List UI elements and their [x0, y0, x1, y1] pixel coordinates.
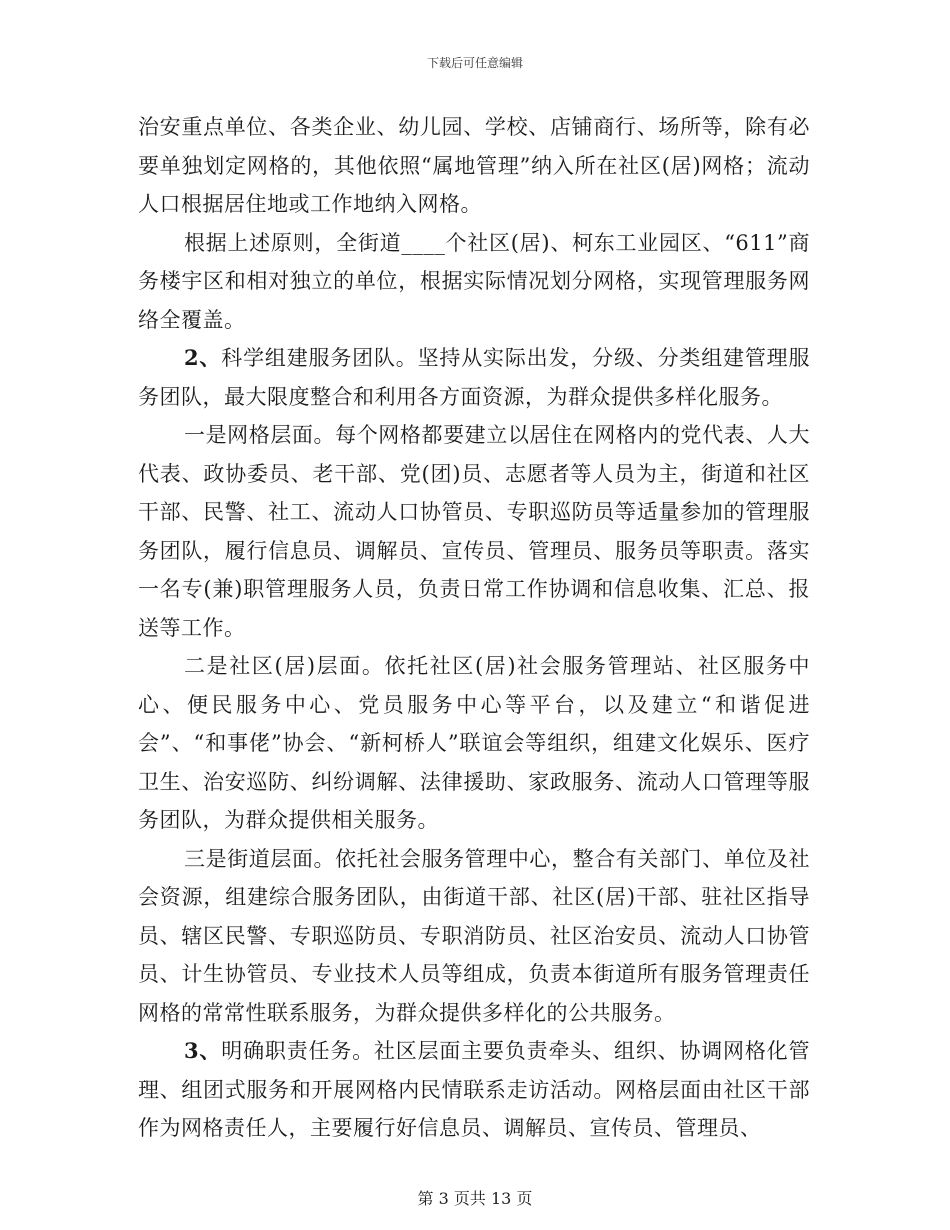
paragraph-4-text: 一是网格层面。每个网格都要建立以居住在网格内的党代表、人大代表、政协委员、老干部、党(团)员、志愿者等人员为主，街道和社区干部、民警、社工、流动人口协管员、专职巡防员等适量参加的管理服务团队，履行信息员、调解员、宣传员、管理员、服务员等职责。落实一名专(兼)职管理服务人员，负责日常工作协调和信息收集、汇总、报送等工作。 — [138, 423, 810, 640]
paragraph-2-text: 根据上述原则，全街道____个社区(居)、柯东工业园区、“611”商务楼宇区和相对独立的单位，根据实际情况划分网格，实现管理服务网络全覆盖。 — [138, 230, 810, 332]
paragraph-5-text: 二是社区(居)层面。依托社区(居)社会服务管理站、社区服务中心、便民服务中心、党员服务中心等平台，以及建立“和谐促进会”、“和事佬”协会、“新柯桥人”联谊会等组织，组建文化娱乐、医疗卫生、治安巡防、纠纷调解、法律援助、家政服务、流动人口管理等服务团队，为群众提供相关服务。 — [138, 654, 810, 832]
paragraph-5 — [138, 647, 810, 840]
paragraph-3 — [138, 339, 810, 416]
paragraph-6 — [138, 840, 810, 1033]
paragraph-3-text: 科学组建服务团队。坚持从实际出发，分级、分类组建管理服务团队，最大限度整合和利用各方面资源，为群众提供多样化服务。 — [138, 346, 810, 409]
page-header: 下载后可任意编辑 — [426, 56, 523, 70]
paragraph-7-number: 3、 — [184, 1038, 222, 1063]
paragraph-7 — [138, 1032, 810, 1148]
paragraph-4 — [138, 416, 810, 647]
paragraph-2 — [138, 224, 810, 340]
page-footer: 第 3 页共 13 页 — [417, 1189, 533, 1208]
paragraph-1-text: 治安重点单位、各类企业、幼儿园、学校、店铺商行、场所等，除有必要单独划定网格的，其他依照“属地管理”纳入所在社区(居)网格；流动人口根据居住地或工作地纳入网格。 — [138, 115, 810, 216]
paragraph-3-number: 2、 — [184, 345, 222, 370]
paragraph-6-text: 三是街道层面。依托社会服务管理中心，整合有关部门、单位及社会资源，组建综合服务团队，由街道干部、社区(居)干部、驻社区指导员、辖区民警、专职巡防员、专职消防员、社区治安员、流动人口协管员、计生协管员、专业技术人员等组成，负责本街道所有服务管理责任网格的常常性联系服务，为群众提供多样化的公共服务。 — [138, 846, 810, 1025]
paragraph-7-text: 明确职责任务。社区层面主要负责牵头、组织、协调网格化管理、组团式服务和开展网格内民情联系走访活动。网格层面由社区干部作为网格责任人，主要履行好信息员、调解员、宣传员、管理员、 — [138, 1039, 810, 1140]
paragraph-1 — [138, 108, 810, 224]
document-body — [138, 108, 810, 1148]
